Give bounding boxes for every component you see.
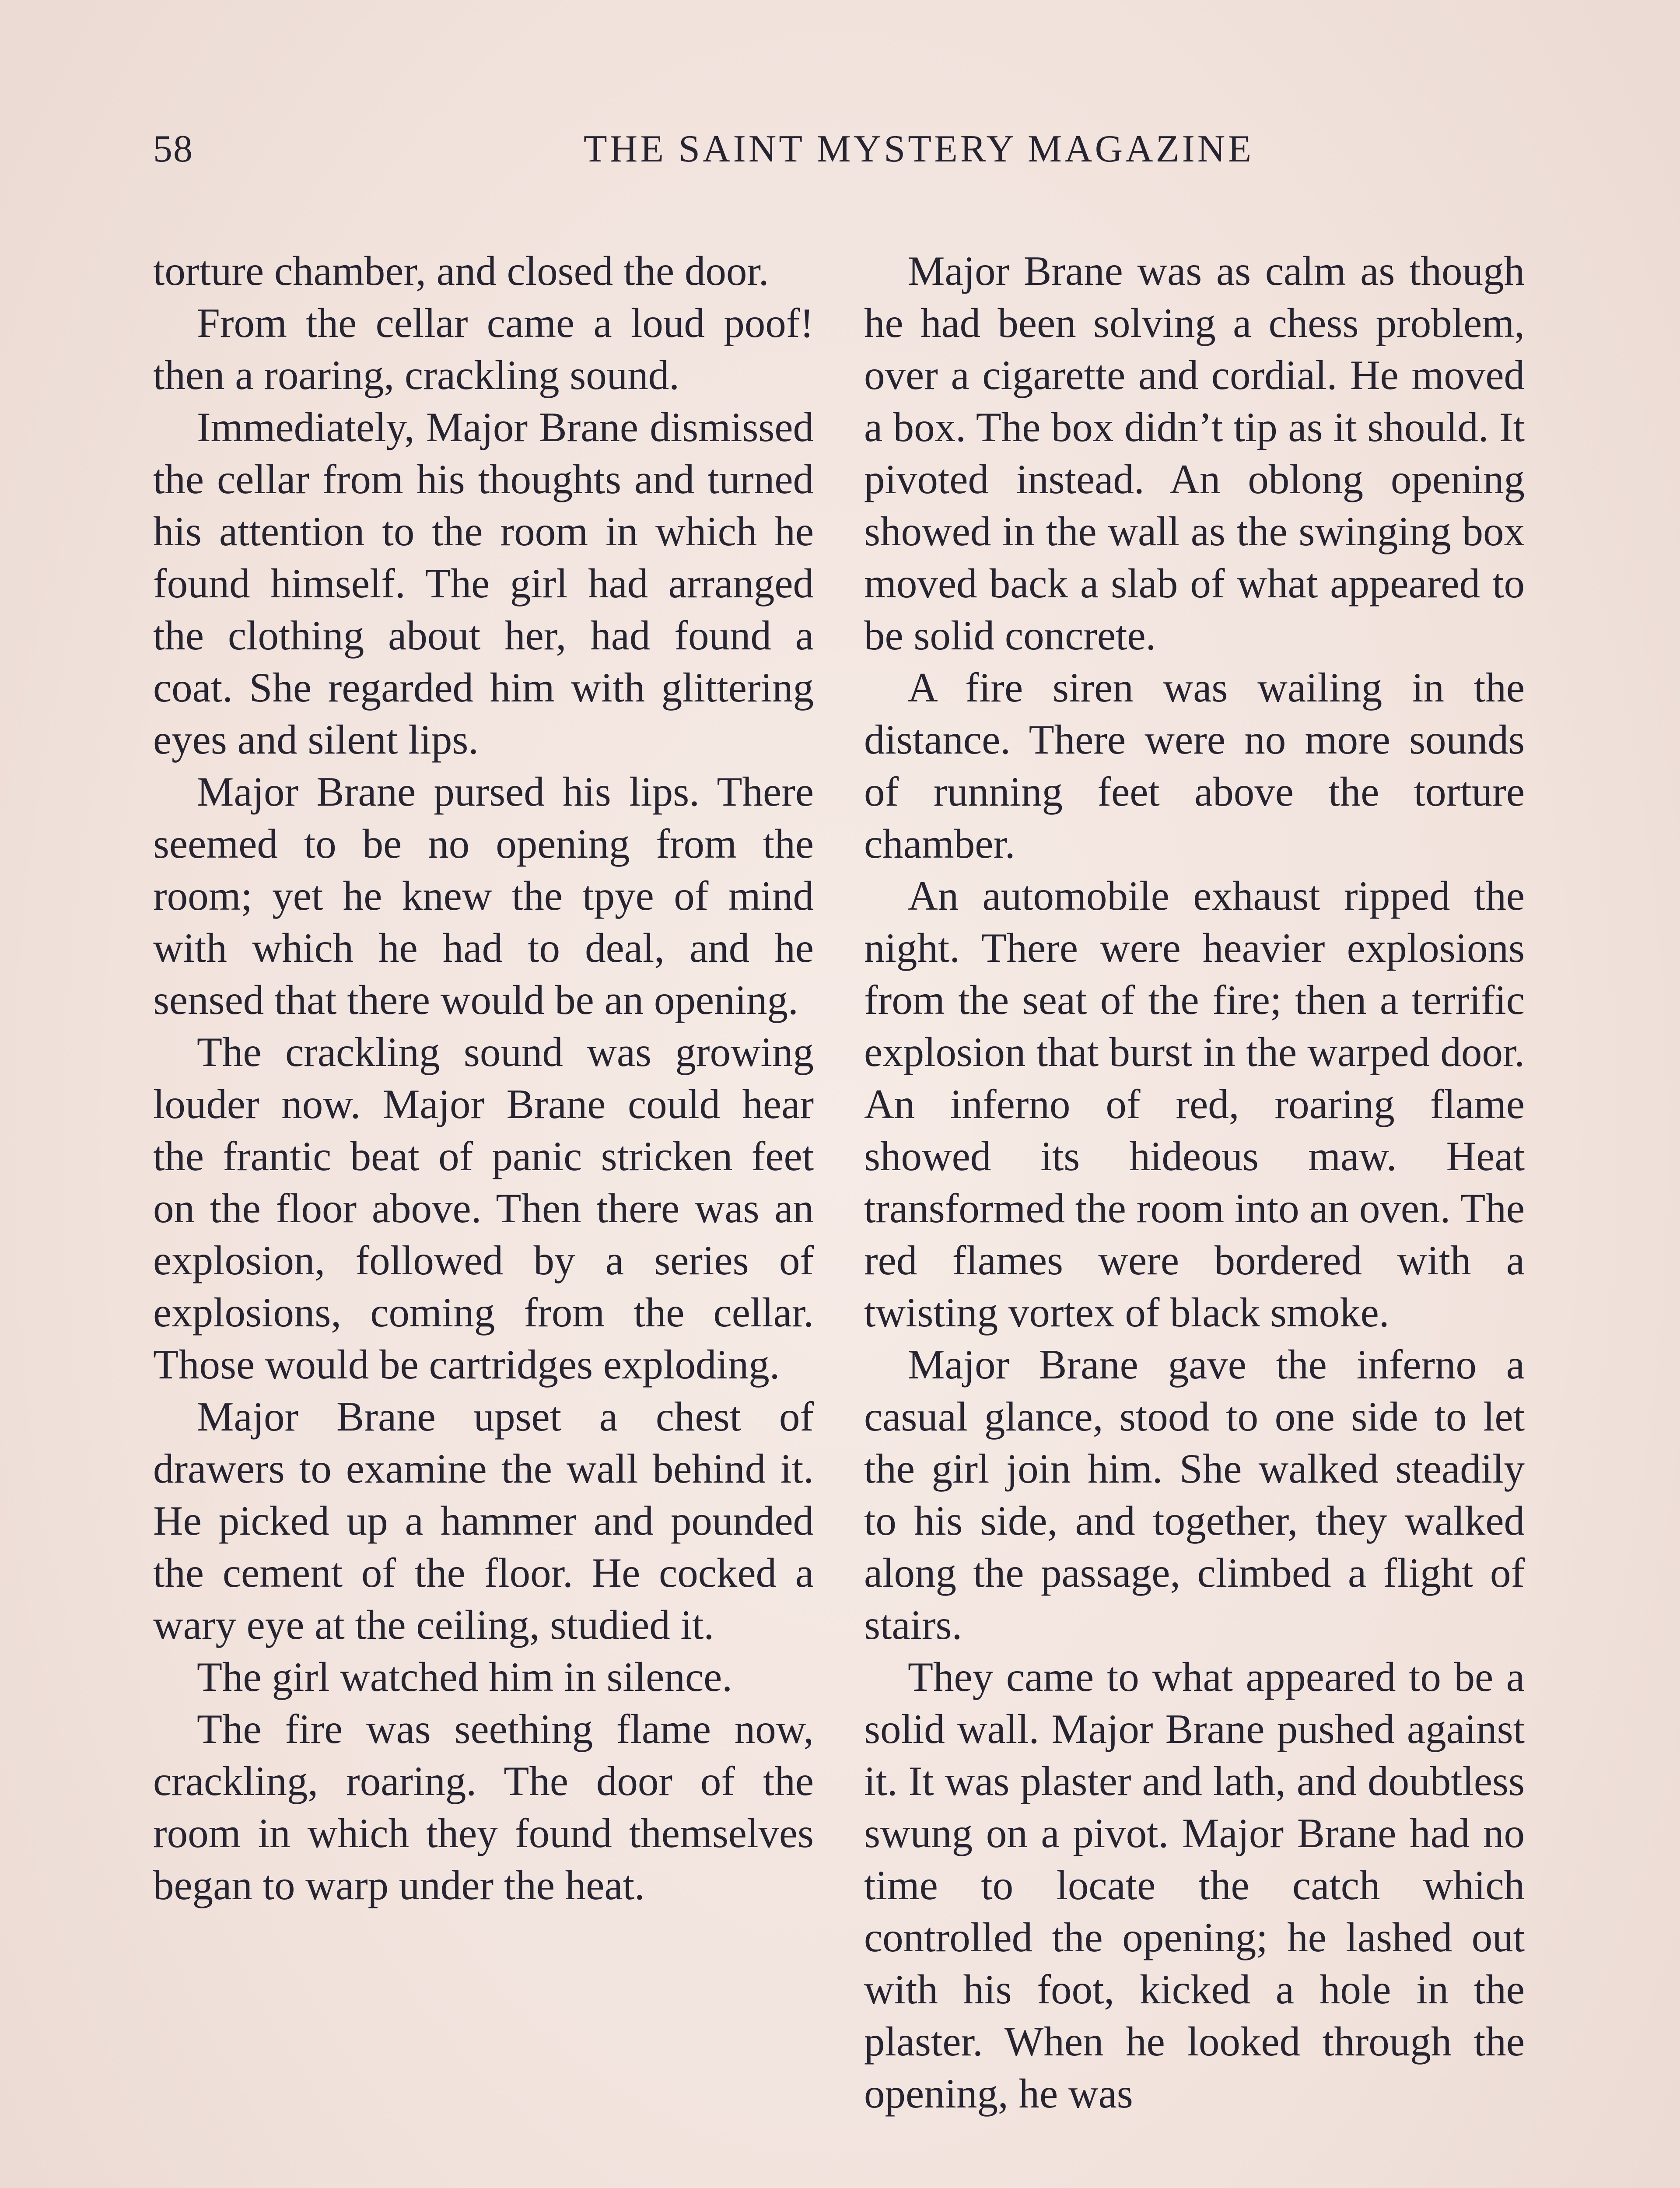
paragraph: Immediately, Major Brane dismissed the cellar from his thoughts and turned his attention to the room in which he found himself. The girl had arranged the clothing about her, had found a coat. She regarded him with glittering eyes and silent lips. [153, 404, 814, 763]
paragraph: Major Brane upset a chest of drawers to examine the wall behind it. He picked up a hammer and pounded the cement of the floor. He cocked a wary eye at the ceiling, studied it. [153, 1393, 814, 1648]
paragraph: The fire was seething flame now, crackling, roaring. The door of the room in which they found themselves began to warp under the heat. [153, 1706, 814, 1908]
paragraph: The crackling sound was growing louder now. Major Brane could hear the frantic beat of panic stricken feet on the floor above. Then there was an explosion, followed by a series of explosions, coming from the cellar. Those would be cartridges exploding. [153, 1029, 814, 1388]
left-column [153, 245, 814, 2188]
paragraph: Major Brane was as calm as though he had been solving a chess problem, over a cigarette and cordial. He moved a box. The box didn’t tip as it should. It pivoted instead. An oblong opening showed in the wall as the swinging box moved back a slab of what appeared to be solid concrete. [864, 248, 1525, 659]
paragraph: They came to what appeared to be a solid wall. Major Brane pushed against it. It was plaster and lath, and doubtless swung on a pivot. Major Brane had no time to locate the catch which controlled the opening; he lashed out with his foot, kicked a hole in the plaster. When he looked through the opening, he was [864, 1654, 1525, 2117]
running-head: THE SAINT MYSTERY MAGAZINE [583, 128, 1254, 170]
paragraph: From the cellar came a loud poof! then a roaring, crackling sound. [153, 300, 814, 398]
paragraph: The girl watched him in silence. [197, 1654, 733, 1700]
paragraph: torture chamber, and closed the door. [153, 248, 769, 294]
paragraph: A fire siren was wailing in the distance. There were no more sounds of running feet above the torture chamber. [864, 664, 1525, 867]
page-header [153, 127, 1522, 175]
paragraph: Major Brane gave the inferno a casual glance, stood to one side to let the girl join him. She walked steadily to his side, and together, they walked along the passage, climbed a flight of stairs. [864, 1341, 1525, 1648]
paragraph: An automobile exhaust ripped the night. There were heavier explosions from the seat of the fire; then a terrific explosion that burst in the warped door. An inferno of red, roaring flame showed its hideous maw. Heat transformed the room into an oven. The red flames were bordered with a twisting vortex of black smoke. [864, 873, 1525, 1336]
page-number: 58 [153, 128, 193, 170]
paragraph: Major Brane pursed his lips. There seemed to be no opening from the room; yet he knew the tpye of mind with which he had to deal, and he sensed that there would be an opening. [153, 768, 814, 1023]
right-column [864, 245, 1525, 2188]
